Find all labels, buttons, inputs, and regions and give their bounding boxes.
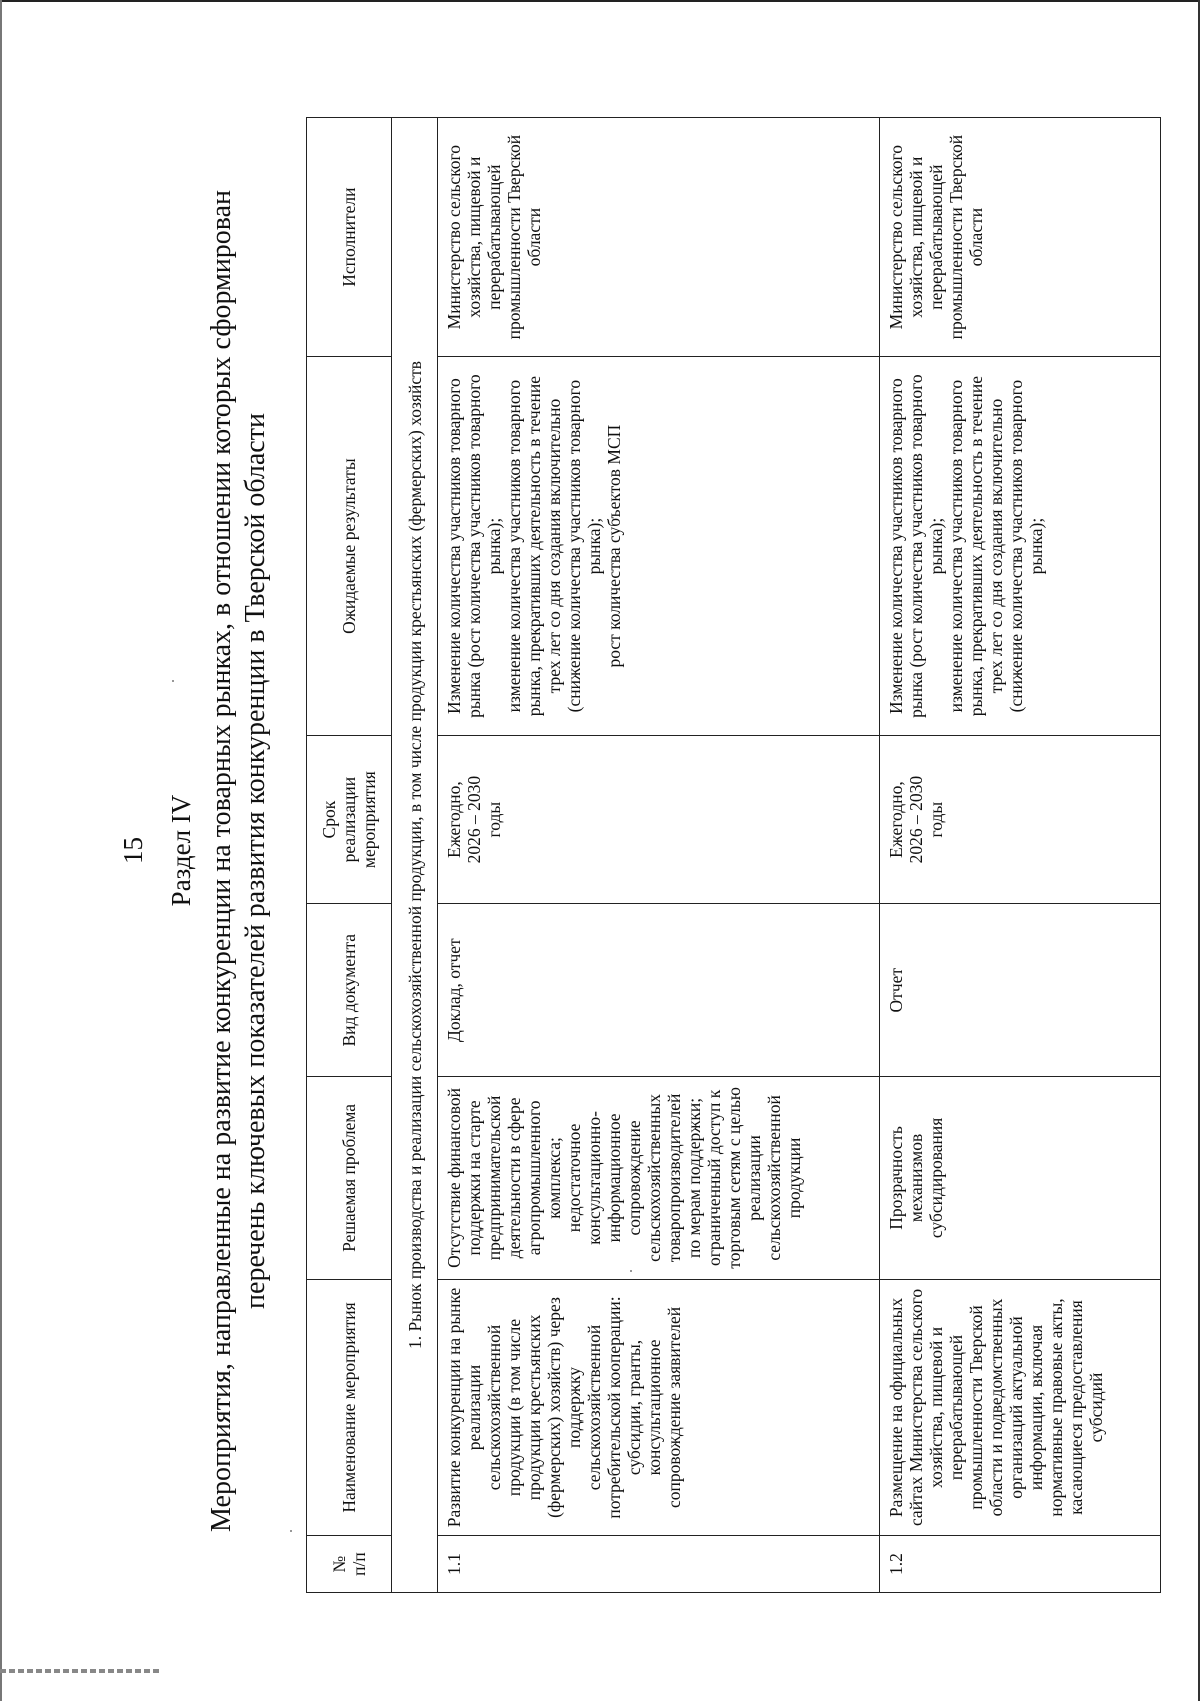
table-row [438,118,880,1593]
header-name: Наименование мероприятия [307,1279,392,1535]
header-problem: Решаемая проблема [307,1077,392,1280]
row-document: Отчет [880,904,1161,1077]
header-executors: Исполнители [307,118,392,357]
row-document: Доклад, отчет [438,904,880,1077]
row-executors: Министерство сельского хозяйства, пищевой и перерабатывающей промышленности Тверской области [880,118,1161,357]
header-number: № п/п [307,1536,392,1593]
header-document: Вид документа [307,904,392,1077]
row-problem: Прозрачность механизмов субсидирования [880,1077,1161,1280]
row-results: Изменение количества участников товарного рынка (рост количества участников товарного рынка); изменение количества участников товарного рынка, прекративших деятельность в течение трех лет со дня создания включительно (снижение количества участников товарного рынка); рост количества субъектов МСП [438,357,880,736]
row-deadline: Ежегодно, 2026 – 2030 годы [438,735,880,903]
row-number: 1.1 [438,1536,880,1593]
measures-table [306,117,1161,1593]
section-row-title: 1. Рынок производства и реализации сельскохозяйственной продукции, в том числе продукции крестьянских (фермерских) хозяйств [392,118,438,1593]
header-deadline: Срок реализации мероприятия [307,735,392,903]
row-measure-name: Развитие конкуренции на рынке реализации сельскохозяйственной продукции (в том числе продукции крестьянских (фермерских) хозяйств) через поддержку сельскохозяйственной потребительской кооперации: субсидии, гранты, консультационное сопровождение заявителей [438,1279,880,1535]
row-measure-name: Размещение на официальных сайтах Министерства сельского хозяйства, пищевой и перерабатывающей промышленности Тверской области и подведомственных организаций актуальной информации, включая нормативные правовые акты, касающиеся предоставления субсидий [880,1279,1161,1535]
table-section-row [392,118,438,1593]
row-deadline: Ежегодно, 2026 – 2030 годы [880,735,1161,903]
header-results: Ожидаемые результаты [307,357,392,736]
row-executors: Министерство сельского хозяйства, пищевой и перерабатывающей промышленности Тверской области [438,118,880,357]
table-row [880,118,1161,1593]
row-problem: Отсутствие финансовой поддержки на старте предпринимательской деятельности в сфере агропромышленного комплекса; недостаточное консультационно-информационное сопровождение сельскохозяйственных товаропроизводителей по мерам поддержки; ограниченный доступ к торговым сетям с целью реализации сельскохозяйственной продукции [438,1077,880,1280]
section-title: Раздел IV [166,794,196,907]
page-heading: Мероприятия, направленные на развитие конкуренции на товарных рынках, в отношении которых сформирован перечень ключевых показателей развития конкуренции в Тверской области [206,189,271,1533]
row-results: Изменение количества участников товарного рынка (рост количества участников товарного рынка); изменение количества участников товарного рынка, прекративших деятельность в течение трех лет со дня создания включительно (снижение количества участников товарного рынка); [880,357,1161,736]
page-number: 15 [118,837,148,864]
table-header-row [307,118,392,1593]
row-number: 1.2 [880,1536,1161,1593]
